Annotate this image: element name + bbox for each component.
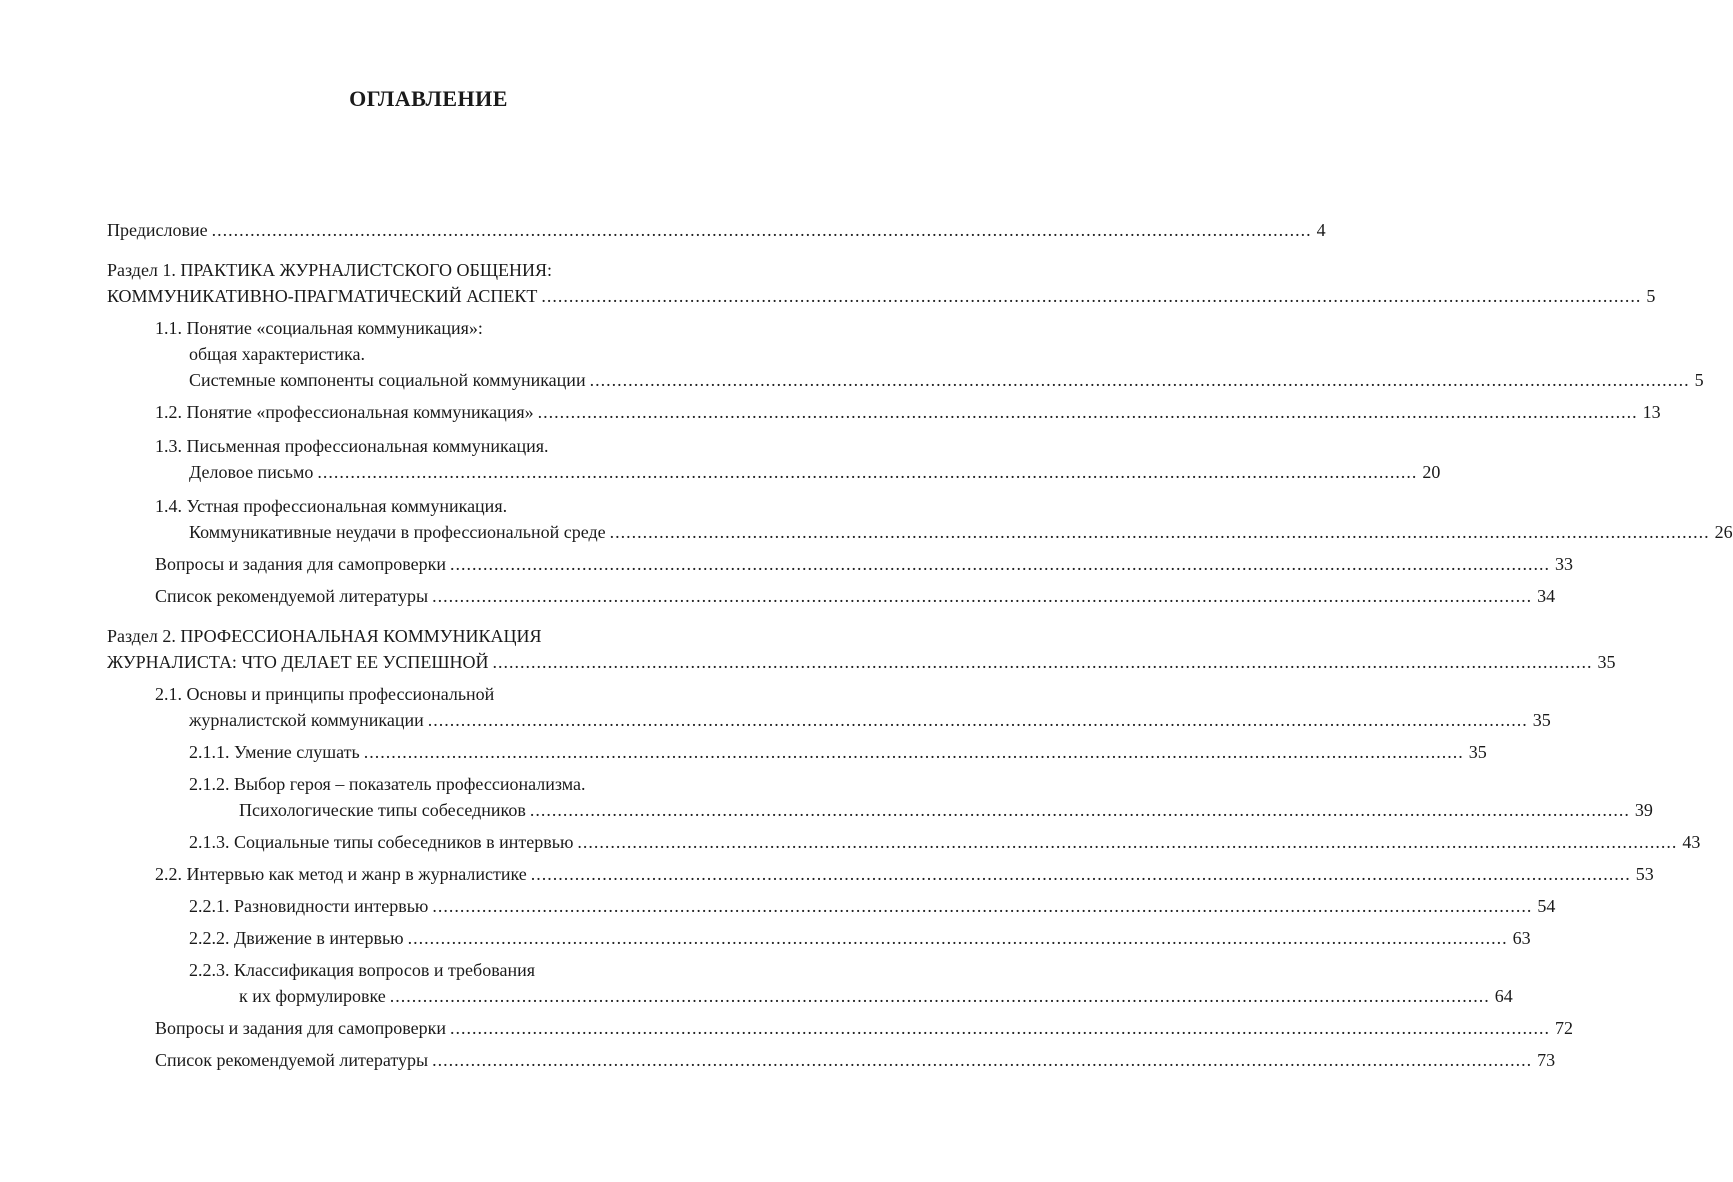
dot-leader: ........................................................................................................................................................................................................ bbox=[529, 800, 1630, 820]
toc-line bbox=[107, 649, 1616, 675]
dot-leader: ........................................................................................................................................................................................................ bbox=[317, 462, 1418, 482]
toc-page-number: 33 bbox=[1555, 554, 1573, 574]
toc-entry[interactable] bbox=[0, 551, 1573, 577]
toc-entry[interactable] bbox=[0, 623, 1616, 675]
toc-page-number: 5 bbox=[1646, 286, 1656, 306]
toc-line bbox=[155, 1047, 1556, 1073]
toc-page-number: 13 bbox=[1642, 402, 1661, 422]
toc-page-number: 73 bbox=[1537, 1050, 1556, 1070]
toc-entry-title: 2.1.1. Умение слушать bbox=[189, 742, 360, 762]
toc-entry[interactable] bbox=[0, 583, 1556, 609]
toc-entry-title: Вопросы и задания для самопроверки bbox=[155, 1018, 446, 1038]
toc-page-number: 72 bbox=[1555, 1018, 1573, 1038]
toc-entry-title: Раздел 2. ПРОФЕССИОНАЛЬНАЯ КОММУНИКАЦИЯ bbox=[107, 626, 542, 646]
dot-leader: ........................................................................................................................................................................................................ bbox=[609, 522, 1710, 542]
toc-entry-title: 2.2. Интервью как метод и жанр в журналистике bbox=[155, 864, 527, 884]
toc-page-number: 5 bbox=[1694, 370, 1704, 390]
toc-entry-title: Коммуникативные неудачи в профессиональной среде bbox=[189, 522, 606, 542]
dot-leader: ........................................................................................................................................................................................................ bbox=[389, 986, 1490, 1006]
dot-leader: ........................................................................................................................................................................................................ bbox=[432, 586, 1533, 606]
toc-entry[interactable] bbox=[0, 681, 1551, 733]
toc-line bbox=[239, 797, 1653, 823]
toc-entry-title: 1.3. Письменная профессиональная коммуникация. bbox=[155, 436, 549, 456]
toc-entry[interactable] bbox=[0, 315, 1704, 393]
toc-entry[interactable] bbox=[0, 957, 1513, 1009]
dot-leader: ........................................................................................................................................................................................................ bbox=[577, 832, 1678, 852]
toc-entry-title: Предисловие bbox=[107, 220, 208, 240]
toc-entry[interactable] bbox=[0, 493, 1733, 545]
toc-entry-title: Психологические типы собеседников bbox=[239, 800, 526, 820]
dot-leader: ........................................................................................................................................................................................................ bbox=[407, 928, 1508, 948]
toc-entry-title: общая характеристика. bbox=[189, 344, 365, 364]
toc-line bbox=[107, 283, 1656, 309]
dot-leader: ........................................................................................................................................................................................................ bbox=[211, 220, 1312, 240]
toc-page-number: 26 bbox=[1714, 522, 1733, 542]
toc-line bbox=[189, 739, 1487, 765]
toc-line bbox=[155, 493, 752, 519]
toc-entry-title: Деловое письмо bbox=[189, 462, 314, 482]
dot-leader: ........................................................................................................................................................................................................ bbox=[450, 1018, 1550, 1038]
toc-line bbox=[107, 217, 1326, 243]
toc-line bbox=[155, 399, 1661, 425]
dot-leader: ........................................................................................................................................................................................................ bbox=[450, 554, 1550, 574]
toc-page-number: 64 bbox=[1494, 986, 1513, 1006]
dot-leader: ........................................................................................................................................................................................................ bbox=[492, 652, 1593, 672]
dot-leader: ........................................................................................................................................................................................................ bbox=[541, 286, 1642, 306]
toc-entry-title: 2.2.2. Движение в интервью bbox=[189, 928, 404, 948]
toc-line bbox=[189, 519, 1733, 545]
dot-leader: ........................................................................................................................................................................................................ bbox=[427, 710, 1528, 730]
toc-page-number: 20 bbox=[1422, 462, 1441, 482]
toc-entry-title: журналистской коммуникации bbox=[189, 710, 424, 730]
toc-entry[interactable] bbox=[0, 257, 1656, 309]
toc-page-number: 54 bbox=[1537, 896, 1556, 916]
page-title: ОГЛАВЛЕНИЕ bbox=[349, 86, 508, 111]
dot-leader: ........................................................................................................................................................................................................ bbox=[432, 896, 1533, 916]
toc-page-number: 53 bbox=[1635, 864, 1654, 884]
toc-entry-title: 2.2.3. Классификация вопросов и требования bbox=[189, 960, 535, 980]
toc-line bbox=[107, 623, 752, 649]
toc-page-number: 43 bbox=[1682, 832, 1701, 852]
toc-line bbox=[107, 257, 752, 283]
toc-entry-title: Раздел 1. ПРАКТИКА ЖУРНАЛИСТСКОГО ОБЩЕНИЯ: bbox=[107, 260, 552, 280]
toc-entry-title: 2.1.2. Выбор героя – показатель профессионализма. bbox=[189, 774, 586, 794]
toc-line bbox=[189, 925, 1531, 951]
dot-leader: ........................................................................................................................................................................................................ bbox=[432, 1050, 1533, 1070]
toc-entry[interactable] bbox=[0, 1015, 1573, 1041]
toc-page-number: 63 bbox=[1512, 928, 1531, 948]
toc-line bbox=[189, 957, 752, 983]
toc-line bbox=[155, 861, 1654, 887]
toc-entry-title: Системные компоненты социальной коммуникации bbox=[189, 370, 586, 390]
toc-entry-title: 2.2.1. Разновидности интервью bbox=[189, 896, 429, 916]
dot-leader: ........................................................................................................................................................................................................ bbox=[363, 742, 1464, 762]
toc-entry-title: Вопросы и задания для самопроверки bbox=[155, 554, 446, 574]
toc-line bbox=[155, 1015, 1573, 1041]
toc-line bbox=[155, 433, 752, 459]
toc-entry-title: КОММУНИКАТИВНО-ПРАГМАТИЧЕСКИЙ АСПЕКТ bbox=[107, 286, 538, 306]
toc-entry-title: к их формулировке bbox=[239, 986, 386, 1006]
toc-page-number: 35 bbox=[1532, 710, 1551, 730]
toc-line bbox=[189, 771, 752, 797]
toc-line bbox=[189, 893, 1556, 919]
toc-page-number: 34 bbox=[1537, 586, 1556, 606]
toc-line bbox=[155, 315, 752, 341]
toc-entry-title: 2.1.3. Социальные типы собеседников в интервью bbox=[189, 832, 574, 852]
table-of-contents bbox=[0, 217, 1733, 1073]
toc-line bbox=[189, 367, 1704, 393]
toc-entry[interactable] bbox=[0, 861, 1654, 887]
toc-line bbox=[189, 707, 1551, 733]
toc-line bbox=[239, 983, 1513, 1009]
toc-line bbox=[189, 829, 1701, 855]
toc-entry[interactable] bbox=[0, 925, 1531, 951]
toc-entry[interactable] bbox=[0, 829, 1701, 855]
dot-leader: ........................................................................................................................................................................................................ bbox=[589, 370, 1690, 390]
toc-entry-title: 1.1. Понятие «социальная коммуникация»: bbox=[155, 318, 483, 338]
toc-line bbox=[189, 459, 1441, 485]
toc-entry[interactable] bbox=[0, 893, 1556, 919]
dot-leader: ........................................................................................................................................................................................................ bbox=[537, 402, 1638, 422]
toc-page-number: 35 bbox=[1468, 742, 1487, 762]
toc-line bbox=[155, 551, 1573, 577]
toc-entry-title: Список рекомендуемой литературы bbox=[155, 586, 429, 606]
toc-entry-title: Список рекомендуемой литературы bbox=[155, 1050, 429, 1070]
toc-line bbox=[189, 341, 752, 367]
toc-page-number: 39 bbox=[1634, 800, 1653, 820]
toc-entry-title: 1.4. Устная профессиональная коммуникация. bbox=[155, 496, 508, 516]
toc-entry[interactable] bbox=[0, 1047, 1556, 1073]
toc-entry[interactable] bbox=[0, 771, 1653, 823]
toc-page-number: 4 bbox=[1316, 220, 1326, 240]
toc-page-number: 35 bbox=[1597, 652, 1616, 672]
toc-line bbox=[155, 583, 1556, 609]
toc-entry-title: 1.2. Понятие «профессиональная коммуникация» bbox=[155, 402, 534, 422]
toc-entry-title: ЖУРНАЛИСТА: ЧТО ДЕЛАЕТ ЕЕ УСПЕШНОЙ bbox=[107, 652, 489, 672]
toc-entry[interactable] bbox=[0, 433, 1441, 485]
toc-entry[interactable] bbox=[0, 217, 1326, 243]
toc-entry-title: 2.1. Основы и принципы профессиональной bbox=[155, 684, 495, 704]
toc-entry[interactable] bbox=[0, 399, 1661, 425]
dot-leader: ........................................................................................................................................................................................................ bbox=[530, 864, 1631, 884]
toc-entry[interactable] bbox=[0, 739, 1487, 765]
toc-line bbox=[155, 681, 752, 707]
